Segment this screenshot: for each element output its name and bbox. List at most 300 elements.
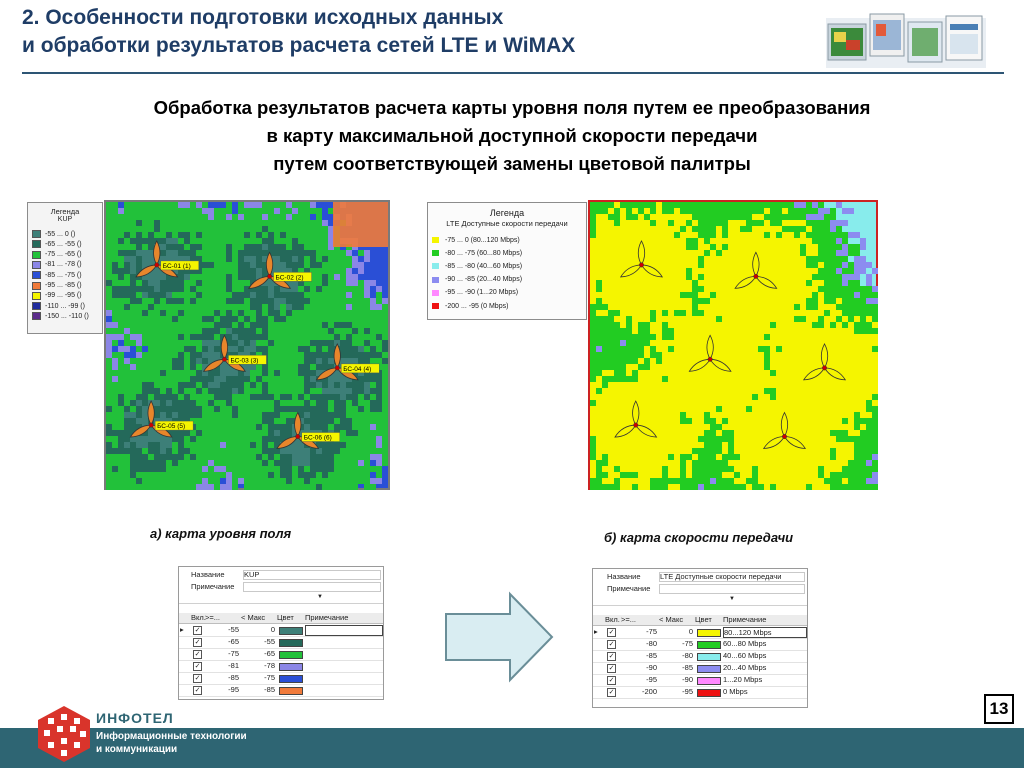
coverage-cell — [800, 220, 806, 226]
coverage-cell — [250, 484, 256, 490]
coverage-cell — [776, 208, 782, 214]
coverage-cell — [824, 220, 830, 226]
coverage-cell — [262, 286, 268, 292]
coverage-cell — [710, 370, 716, 376]
coverage-cell — [352, 298, 358, 304]
coverage-cell — [722, 430, 728, 436]
note-field[interactable] — [659, 584, 805, 594]
coverage-cell — [298, 244, 304, 250]
column-header[interactable]: < Макс — [241, 613, 266, 622]
coverage-cell — [220, 226, 226, 232]
coverage-cell — [752, 460, 758, 466]
coverage-cell — [788, 328, 794, 334]
coverage-cell — [704, 304, 710, 310]
coverage-cell — [860, 466, 866, 472]
column-header[interactable]: Цвет — [277, 613, 294, 622]
coverage-cell — [596, 388, 602, 394]
coverage-cell — [352, 454, 358, 460]
coverage-cell — [328, 334, 334, 340]
dropdown-arrow-icon[interactable]: ▼ — [317, 594, 323, 600]
coverage-cell — [382, 388, 388, 394]
coverage-cell — [298, 304, 304, 310]
coverage-cell — [292, 466, 298, 472]
coverage-cell — [202, 394, 208, 400]
max-value[interactable]: -85 — [682, 663, 693, 672]
column-header[interactable]: Примечание — [723, 615, 767, 624]
coverage-cell — [364, 436, 370, 442]
enabled-checkbox[interactable]: ✓ — [608, 665, 615, 672]
coverage-cell — [208, 268, 214, 274]
coverage-cell — [208, 220, 214, 226]
coverage-cell — [614, 418, 620, 424]
coverage-cell — [310, 322, 316, 328]
coverage-cell — [166, 400, 172, 406]
max-value[interactable]: -95 — [682, 687, 693, 696]
coverage-cell — [692, 406, 698, 412]
coverage-cell — [328, 484, 334, 490]
table-row[interactable] — [593, 663, 807, 675]
coverage-cell — [304, 304, 310, 310]
coverage-cell — [650, 346, 656, 352]
coverage-cell — [656, 316, 662, 322]
coverage-cell — [596, 358, 602, 364]
row-note[interactable]: 60...80 Mbps — [723, 639, 767, 648]
coverage-cell — [632, 466, 638, 472]
coverage-cell — [298, 346, 304, 352]
coverage-cell — [298, 376, 304, 382]
max-value[interactable]: -78 — [264, 661, 275, 670]
coverage-cell — [812, 262, 818, 268]
coverage-cell — [590, 370, 596, 376]
coverage-cell — [656, 448, 662, 454]
coverage-cell — [728, 448, 734, 454]
row-note[interactable]: 40...60 Mbps — [723, 651, 767, 660]
coverage-cell — [872, 310, 878, 316]
legend-swatch — [432, 250, 439, 256]
coverage-cell — [848, 436, 854, 442]
coverage-cell — [136, 370, 142, 376]
coverage-cell — [352, 406, 358, 412]
coverage-cell — [596, 436, 602, 442]
coverage-cell — [602, 208, 608, 214]
coverage-cell — [620, 484, 626, 490]
coverage-cell — [256, 406, 262, 412]
coverage-cell — [262, 316, 268, 322]
coverage-cell — [602, 292, 608, 298]
row-note[interactable]: 80...120 Mbps — [723, 627, 807, 638]
coverage-cell — [668, 400, 674, 406]
coverage-cell — [764, 436, 770, 442]
enabled-checkbox[interactable]: ✓ — [608, 641, 615, 648]
coverage-cell — [632, 352, 638, 358]
coverage-cell — [800, 202, 806, 208]
coverage-cell — [818, 268, 824, 274]
coverage-cell — [590, 358, 596, 364]
column-header[interactable]: Вкл. — [191, 613, 206, 622]
min-value[interactable]: -95 — [228, 685, 239, 694]
coverage-cell — [704, 214, 710, 220]
coverage-cell — [286, 316, 292, 322]
coverage-cell — [626, 328, 632, 334]
coverage-cell — [632, 220, 638, 226]
color-swatch[interactable] — [697, 641, 721, 649]
coverage-cell — [836, 280, 842, 286]
coverage-cell — [680, 424, 686, 430]
coverage-cell — [328, 460, 334, 466]
coverage-cell — [112, 412, 118, 418]
coverage-cell — [758, 214, 764, 220]
coverage-cell — [364, 412, 370, 418]
coverage-cell — [226, 394, 232, 400]
coverage-cell — [298, 454, 304, 460]
coverage-cell — [734, 340, 740, 346]
table-row[interactable] — [179, 649, 383, 661]
coverage-cell — [352, 484, 358, 490]
coverage-cell — [674, 388, 680, 394]
coverage-cell — [190, 334, 196, 340]
coverage-cell — [590, 478, 596, 484]
coverage-cell — [686, 466, 692, 472]
color-swatch[interactable] — [279, 675, 303, 683]
column-header[interactable]: >=... — [205, 613, 221, 622]
coverage-cell — [644, 412, 650, 418]
coverage-cell — [680, 382, 686, 388]
coverage-cell — [286, 484, 292, 490]
table-row[interactable] — [179, 625, 383, 637]
coverage-cell — [710, 304, 716, 310]
coverage-cell — [376, 406, 382, 412]
coverage-cell — [686, 376, 692, 382]
coverage-cell — [208, 328, 214, 334]
coverage-cell — [806, 226, 812, 232]
enabled-checkbox[interactable]: ✓ — [194, 639, 201, 646]
dropdown-arrow-icon[interactable]: ▼ — [729, 596, 735, 602]
coverage-cell — [172, 382, 178, 388]
coverage-cell — [352, 472, 358, 478]
coverage-cell — [776, 268, 782, 274]
color-swatch[interactable] — [697, 653, 721, 661]
table-row[interactable] — [593, 627, 807, 639]
coverage-cell — [250, 370, 256, 376]
coverage-cell — [746, 424, 752, 430]
name-field[interactable]: KUP — [243, 570, 381, 580]
max-value[interactable]: -55 — [264, 637, 275, 646]
column-header[interactable]: Примечание — [305, 613, 349, 622]
name-label: Название — [607, 572, 641, 581]
coverage-cell — [136, 484, 142, 490]
coverage-cell — [668, 280, 674, 286]
coverage-cell — [196, 460, 202, 466]
coverage-cell — [112, 262, 118, 268]
coverage-cell — [734, 346, 740, 352]
coverage-cell — [626, 406, 632, 412]
coverage-cell — [118, 358, 124, 364]
coverage-cell — [244, 400, 250, 406]
coverage-cell — [148, 382, 154, 388]
table-row[interactable] — [593, 687, 807, 699]
min-value[interactable]: -85 — [646, 651, 657, 660]
coverage-cell — [244, 262, 250, 268]
color-swatch[interactable] — [279, 651, 303, 659]
color-swatch[interactable] — [279, 687, 303, 695]
coverage-cell — [358, 406, 364, 412]
coverage-cell — [782, 232, 788, 238]
coverage-cell — [202, 388, 208, 394]
table-row[interactable] — [593, 639, 807, 651]
coverage-cell — [746, 340, 752, 346]
coverage-cell — [692, 214, 698, 220]
column-header[interactable]: >=... — [621, 615, 637, 624]
coverage-cell — [698, 424, 704, 430]
coverage-cell — [800, 406, 806, 412]
coverage-cell — [836, 292, 842, 298]
coverage-cell — [650, 232, 656, 238]
min-value[interactable]: -90 — [646, 663, 657, 672]
max-value[interactable]: -85 — [264, 685, 275, 694]
coverage-cell — [788, 232, 794, 238]
color-swatch[interactable] — [697, 665, 721, 673]
min-value[interactable]: -85 — [228, 673, 239, 682]
min-value[interactable]: -75 — [228, 649, 239, 658]
coverage-cell — [626, 466, 632, 472]
coverage-cell — [310, 328, 316, 334]
coverage-cell — [824, 436, 830, 442]
coverage-cell — [328, 292, 334, 298]
coverage-cell — [358, 424, 364, 430]
color-swatch[interactable] — [697, 629, 721, 637]
max-value[interactable]: -75 — [682, 639, 693, 648]
coverage-cell — [710, 388, 716, 394]
coverage-cell — [656, 424, 662, 430]
coverage-cell — [704, 418, 710, 424]
coverage-cell — [220, 286, 226, 292]
coverage-cell — [722, 214, 728, 220]
coverage-cell — [262, 400, 268, 406]
column-header[interactable]: < Макс — [659, 615, 684, 624]
coverage-cell — [866, 466, 872, 472]
coverage-cell — [836, 442, 842, 448]
min-value[interactable]: -55 — [228, 625, 239, 634]
coverage-cell — [172, 388, 178, 394]
coverage-cell — [872, 460, 878, 466]
column-header[interactable]: Вкл. — [605, 615, 620, 624]
row-note[interactable]: 20...40 Mbps — [723, 663, 767, 672]
coverage-cell — [358, 286, 364, 292]
coverage-cell — [710, 424, 716, 430]
row-note[interactable] — [305, 661, 381, 671]
min-value[interactable]: -95 — [646, 675, 657, 684]
coverage-cell — [608, 358, 614, 364]
enabled-checkbox[interactable]: ✓ — [194, 663, 201, 670]
coverage-cell — [608, 322, 614, 328]
row-note[interactable] — [305, 625, 383, 636]
coverage-cell — [130, 454, 136, 460]
coverage-cell — [220, 328, 226, 334]
coverage-cell — [364, 430, 370, 436]
color-swatch[interactable] — [697, 689, 721, 697]
coverage-cell — [178, 214, 184, 220]
coverage-cell — [172, 478, 178, 484]
coverage-cell — [656, 298, 662, 304]
coverage-cell — [256, 208, 262, 214]
coverage-cell — [674, 376, 680, 382]
coverage-cell — [292, 298, 298, 304]
table-row[interactable] — [179, 685, 383, 697]
coverage-cell — [316, 418, 322, 424]
coverage-cell — [286, 346, 292, 352]
coverage-cell — [710, 220, 716, 226]
max-value[interactable]: -65 — [264, 649, 275, 658]
min-value[interactable]: -81 — [228, 661, 239, 670]
column-header[interactable]: Цвет — [695, 615, 712, 624]
coverage-cell — [668, 412, 674, 418]
coverage-cell — [196, 370, 202, 376]
coverage-cell — [836, 388, 842, 394]
min-value[interactable]: -200 — [641, 687, 657, 696]
coverage-cell — [860, 334, 866, 340]
row-note[interactable] — [305, 685, 381, 695]
table-row[interactable] — [593, 651, 807, 663]
coverage-cell — [764, 310, 770, 316]
coverage-cell — [172, 202, 178, 208]
table-row[interactable] — [179, 673, 383, 685]
min-value[interactable]: -65 — [228, 637, 239, 646]
max-value[interactable]: -75 — [264, 673, 275, 682]
coverage-cell — [788, 346, 794, 352]
coverage-cell — [268, 472, 274, 478]
coverage-cell — [602, 472, 608, 478]
color-swatch[interactable] — [697, 677, 721, 685]
coverage-cell — [238, 346, 244, 352]
coverage-cell — [202, 418, 208, 424]
coverage-cell — [716, 436, 722, 442]
coverage-cell — [686, 226, 692, 232]
coverage-cell — [836, 346, 842, 352]
coverage-cell — [298, 256, 304, 262]
coverage-cell — [872, 382, 878, 388]
coverage-cell — [644, 376, 650, 382]
coverage-cell — [734, 334, 740, 340]
coverage-cell — [668, 292, 674, 298]
table-row[interactable] — [593, 675, 807, 687]
coverage-cell — [196, 472, 202, 478]
coverage-cell — [638, 352, 644, 358]
note-field[interactable] — [243, 582, 381, 592]
coverage-cell — [304, 472, 310, 478]
table-header — [593, 615, 807, 626]
name-field[interactable]: LTE Доступные скорости передачи — [659, 572, 805, 582]
coverage-cell — [656, 472, 662, 478]
coverage-cell — [250, 328, 256, 334]
coverage-cell — [662, 304, 668, 310]
coverage-cell — [304, 484, 310, 490]
max-value[interactable]: -80 — [682, 651, 693, 660]
row-note[interactable] — [305, 673, 381, 683]
coverage-cell — [334, 400, 340, 406]
coverage-cell — [722, 310, 728, 316]
coverage-cell — [704, 412, 710, 418]
coverage-cell — [632, 448, 638, 454]
coverage-cell — [794, 292, 800, 298]
coverage-cell — [740, 394, 746, 400]
coverage-cell — [734, 256, 740, 262]
coverage-cell — [776, 316, 782, 322]
coverage-cell — [376, 394, 382, 400]
coverage-cell — [800, 352, 806, 358]
coverage-cell — [764, 268, 770, 274]
max-value[interactable]: 0 — [688, 627, 693, 636]
coverage-cell — [656, 226, 662, 232]
min-value[interactable]: -75 — [646, 627, 657, 636]
coverage-cell — [364, 340, 370, 346]
enabled-checkbox[interactable]: ✓ — [194, 651, 201, 658]
row-note[interactable]: 0 Mbps — [723, 687, 748, 696]
coverage-cell — [848, 430, 854, 436]
coverage-cell — [154, 316, 160, 322]
coverage-cell — [734, 400, 740, 406]
coverage-cell — [650, 352, 656, 358]
coverage-cell — [286, 412, 292, 418]
coverage-cell — [340, 346, 346, 352]
coverage-cell — [280, 214, 286, 220]
enabled-checkbox[interactable]: ✓ — [608, 677, 615, 684]
coverage-cell — [836, 298, 842, 304]
table-row[interactable] — [179, 637, 383, 649]
enabled-checkbox[interactable]: ✓ — [194, 627, 201, 634]
coverage-cell — [662, 202, 668, 208]
table-row[interactable] — [179, 661, 383, 673]
coverage-cell — [292, 304, 298, 310]
enabled-checkbox[interactable]: ✓ — [608, 629, 615, 636]
coverage-cell — [328, 376, 334, 382]
coverage-cell — [310, 406, 316, 412]
max-value[interactable]: 0 — [270, 625, 275, 634]
min-value[interactable]: -80 — [646, 639, 657, 648]
row-note[interactable] — [305, 649, 381, 659]
coverage-cell — [686, 268, 692, 274]
coverage-cell — [190, 400, 196, 406]
coverage-cell — [328, 472, 334, 478]
coverage-cell — [656, 322, 662, 328]
coverage-cell — [202, 406, 208, 412]
coverage-cell — [620, 400, 626, 406]
max-value[interactable]: -90 — [682, 675, 693, 684]
color-swatch[interactable] — [279, 639, 303, 647]
coverage-cell — [340, 472, 346, 478]
color-swatch[interactable] — [279, 663, 303, 671]
coverage-cell — [316, 358, 322, 364]
color-swatch[interactable] — [279, 627, 303, 635]
enabled-checkbox[interactable]: ✓ — [194, 675, 201, 682]
enabled-checkbox[interactable]: ✓ — [608, 653, 615, 660]
enabled-checkbox[interactable]: ✓ — [194, 687, 201, 694]
enabled-checkbox[interactable]: ✓ — [608, 689, 615, 696]
coverage-cell — [106, 370, 112, 376]
coverage-cell — [674, 238, 680, 244]
coverage-cell — [316, 388, 322, 394]
row-note[interactable] — [305, 637, 381, 647]
coverage-cell — [184, 214, 190, 220]
coverage-cell — [848, 484, 854, 490]
row-note[interactable]: 1...20 Mbps — [723, 675, 763, 684]
coverage-cell — [758, 298, 764, 304]
coverage-cell — [800, 358, 806, 364]
coverage-cell — [716, 298, 722, 304]
coverage-cell — [776, 400, 782, 406]
coverage-cell — [208, 340, 214, 346]
coverage-cell — [590, 292, 596, 298]
coverage-cell — [644, 298, 650, 304]
